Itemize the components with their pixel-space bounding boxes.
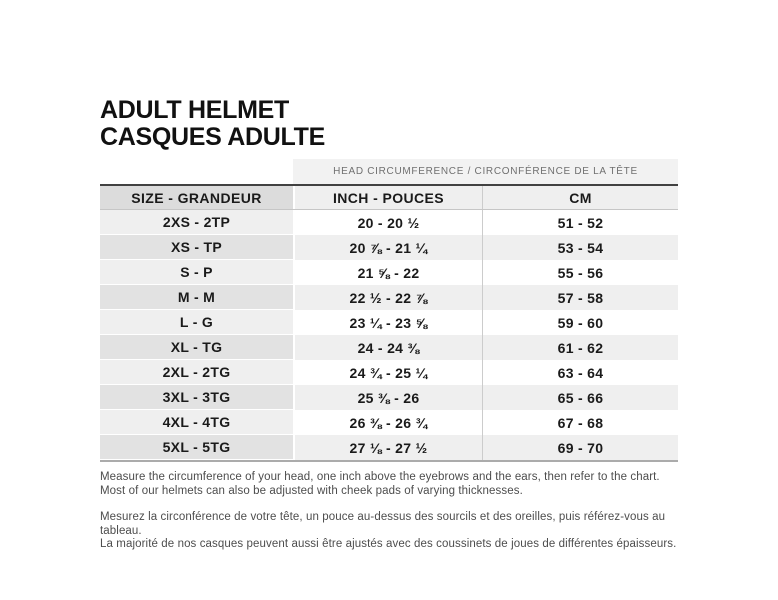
size-cell: M - M	[100, 285, 293, 310]
inch-cell: 23 ¼ - 23 ⅝	[293, 310, 482, 335]
cm-cell: 51 - 52	[482, 210, 678, 235]
inch-cell: 20 - 20 ½	[293, 210, 482, 235]
size-cell: XL - TG	[100, 335, 293, 360]
table-row	[100, 385, 678, 410]
instructions-french	[100, 511, 678, 552]
helmet-size-table	[100, 159, 678, 462]
size-cell: 2XS - 2TP	[100, 210, 293, 235]
cm-cell: 61 - 62	[482, 335, 678, 360]
cm-cell: 57 - 58	[482, 285, 678, 310]
inch-cell: 22 ½ - 22 ⅞	[293, 285, 482, 310]
size-cell: XS - TP	[100, 235, 293, 260]
table-row	[100, 260, 678, 285]
inch-cell: 21 ⅝ - 22	[293, 260, 482, 285]
cm-cell: 69 - 70	[482, 435, 678, 460]
size-chart-content	[100, 97, 678, 565]
inch-cell: 27 ⅛ - 27 ½	[293, 435, 482, 460]
instructions-en-line2: Most of our helmets can also be adjusted with cheek pads of varying thicknesses.	[100, 484, 523, 497]
table-row	[100, 335, 678, 360]
head-circumference-banner: HEAD CIRCUMFERENCE / CIRCONFÉRENCE DE LA TÊTE	[293, 159, 678, 184]
measurement-instructions	[100, 471, 678, 552]
inch-cell: 25 ⅜ - 26	[293, 385, 482, 410]
inch-cell: 24 - 24 ⅜	[293, 335, 482, 360]
instructions-fr-line1: Mesurez la circonférence de votre tête, un pouce au-dessus des sourcils et des oreilles, puis référez-vous au tableau.	[100, 511, 666, 537]
inch-cell: 26 ⅜ - 26 ¾	[293, 410, 482, 435]
instructions-fr-line2: La majorité de nos casques peuvent aussi être ajustés avec des coussinets de joues de différentes épaisseurs.	[100, 538, 677, 550]
table-row	[100, 210, 678, 235]
table-row	[100, 410, 678, 435]
page-title-line-en: ADULT HELMET	[100, 96, 289, 124]
inch-cell: 20 ⅞ - 21 ¼	[293, 235, 482, 260]
table-header-row	[100, 184, 678, 210]
size-cell: S - P	[100, 260, 293, 285]
size-cell: L - G	[100, 310, 293, 335]
cm-cell: 67 - 68	[482, 410, 678, 435]
page-title-line-fr: CASQUES ADULTE	[100, 123, 325, 151]
instructions-en-line1: Measure the circumference of your head, one inch above the eyebrows and the ears, then refer to the chart.	[100, 471, 660, 483]
table-row	[100, 360, 678, 385]
table-row	[100, 235, 678, 260]
column-header-cm: CM	[482, 186, 678, 209]
cm-cell: 63 - 64	[482, 360, 678, 385]
cm-cell: 59 - 60	[482, 310, 678, 335]
page-title	[100, 97, 678, 151]
table-body	[100, 210, 678, 462]
size-cell: 5XL - 5TG	[100, 435, 293, 460]
cm-cell: 55 - 56	[482, 260, 678, 285]
cm-cell: 65 - 66	[482, 385, 678, 410]
inch-cell: 24 ¾ - 25 ¼	[293, 360, 482, 385]
instructions-english	[100, 471, 678, 498]
cm-cell: 53 - 54	[482, 235, 678, 260]
table-row	[100, 435, 678, 460]
table-row	[100, 285, 678, 310]
table-row	[100, 310, 678, 335]
table-banner-row	[100, 159, 678, 184]
size-cell: 3XL - 3TG	[100, 385, 293, 410]
column-header-inch: INCH - POUCES	[293, 186, 482, 209]
size-cell: 4XL - 4TG	[100, 410, 293, 435]
size-cell: 2XL - 2TG	[100, 360, 293, 385]
column-header-size: SIZE - GRANDEUR	[100, 186, 293, 209]
